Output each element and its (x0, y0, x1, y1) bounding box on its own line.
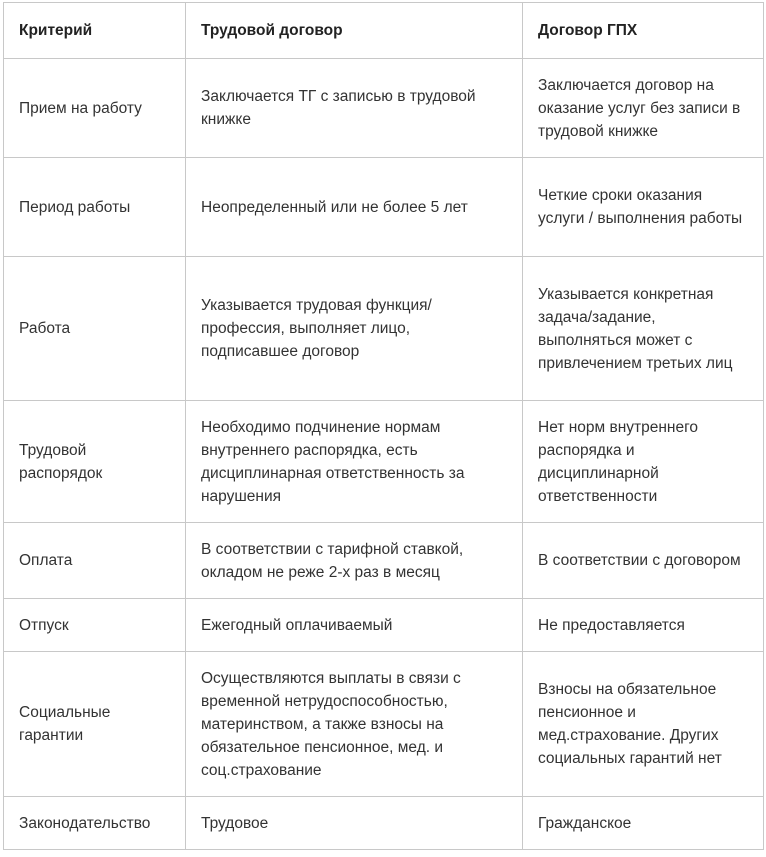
table-row (4, 158, 764, 257)
labor-cell: Указывается трудовая функция/профессия, выполняет лицо, подписавшее договор (186, 257, 523, 401)
table-row (4, 59, 764, 158)
criterion-cell: Законодательство (4, 797, 186, 850)
header-gph-contract: Договор ГПХ (523, 3, 764, 59)
criterion-cell: Трудовой распорядок (4, 401, 186, 523)
header-labor-contract: Трудовой договор (186, 3, 523, 59)
labor-cell: В соответствии с тарифной ставкой, окладом не реже 2-х раз в месяц (186, 523, 523, 599)
comparison-table (3, 2, 764, 850)
table-row (4, 523, 764, 599)
labor-cell: Необходимо подчинение нормам внутреннего распорядка, есть дисциплинарная ответственность за нарушения (186, 401, 523, 523)
gph-cell: Нет норм внутреннего распорядка и дисциплинарной ответственности (523, 401, 764, 523)
labor-cell: Осуществляются выплаты в связи с временной нетрудоспособностью, материнством, а также взносы на обязательное пенсионное, мед. и соц.страхование (186, 652, 523, 797)
gph-cell: Взносы на обязательное пенсионное и мед.страхование. Других социальных гарантий нет (523, 652, 764, 797)
table-header-row (4, 3, 764, 59)
table-row (4, 652, 764, 797)
criterion-cell: Оплата (4, 523, 186, 599)
labor-cell: Трудовое (186, 797, 523, 850)
criterion-cell: Период работы (4, 158, 186, 257)
criterion-cell: Прием на работу (4, 59, 186, 158)
labor-cell: Ежегодный оплачиваемый (186, 599, 523, 652)
gph-cell: Не предоставляется (523, 599, 764, 652)
gph-cell: В соответствии с договором (523, 523, 764, 599)
table-row (4, 257, 764, 401)
table-row (4, 401, 764, 523)
criterion-cell: Работа (4, 257, 186, 401)
gph-cell: Четкие сроки оказания услуги / выполнения работы (523, 158, 764, 257)
criterion-cell: Социальные гарантии (4, 652, 186, 797)
table-row (4, 599, 764, 652)
labor-cell: Неопределенный или не более 5 лет (186, 158, 523, 257)
table-row (4, 797, 764, 850)
labor-cell: Заключается ТГ с записью в трудовой книжке (186, 59, 523, 158)
header-criterion: Критерий (4, 3, 186, 59)
gph-cell: Гражданское (523, 797, 764, 850)
gph-cell: Заключается договор на оказание услуг без записи в трудовой книжке (523, 59, 764, 158)
gph-cell: Указывается конкретная задача/задание, выполняться может с привлечением третьих лиц (523, 257, 764, 401)
criterion-cell: Отпуск (4, 599, 186, 652)
